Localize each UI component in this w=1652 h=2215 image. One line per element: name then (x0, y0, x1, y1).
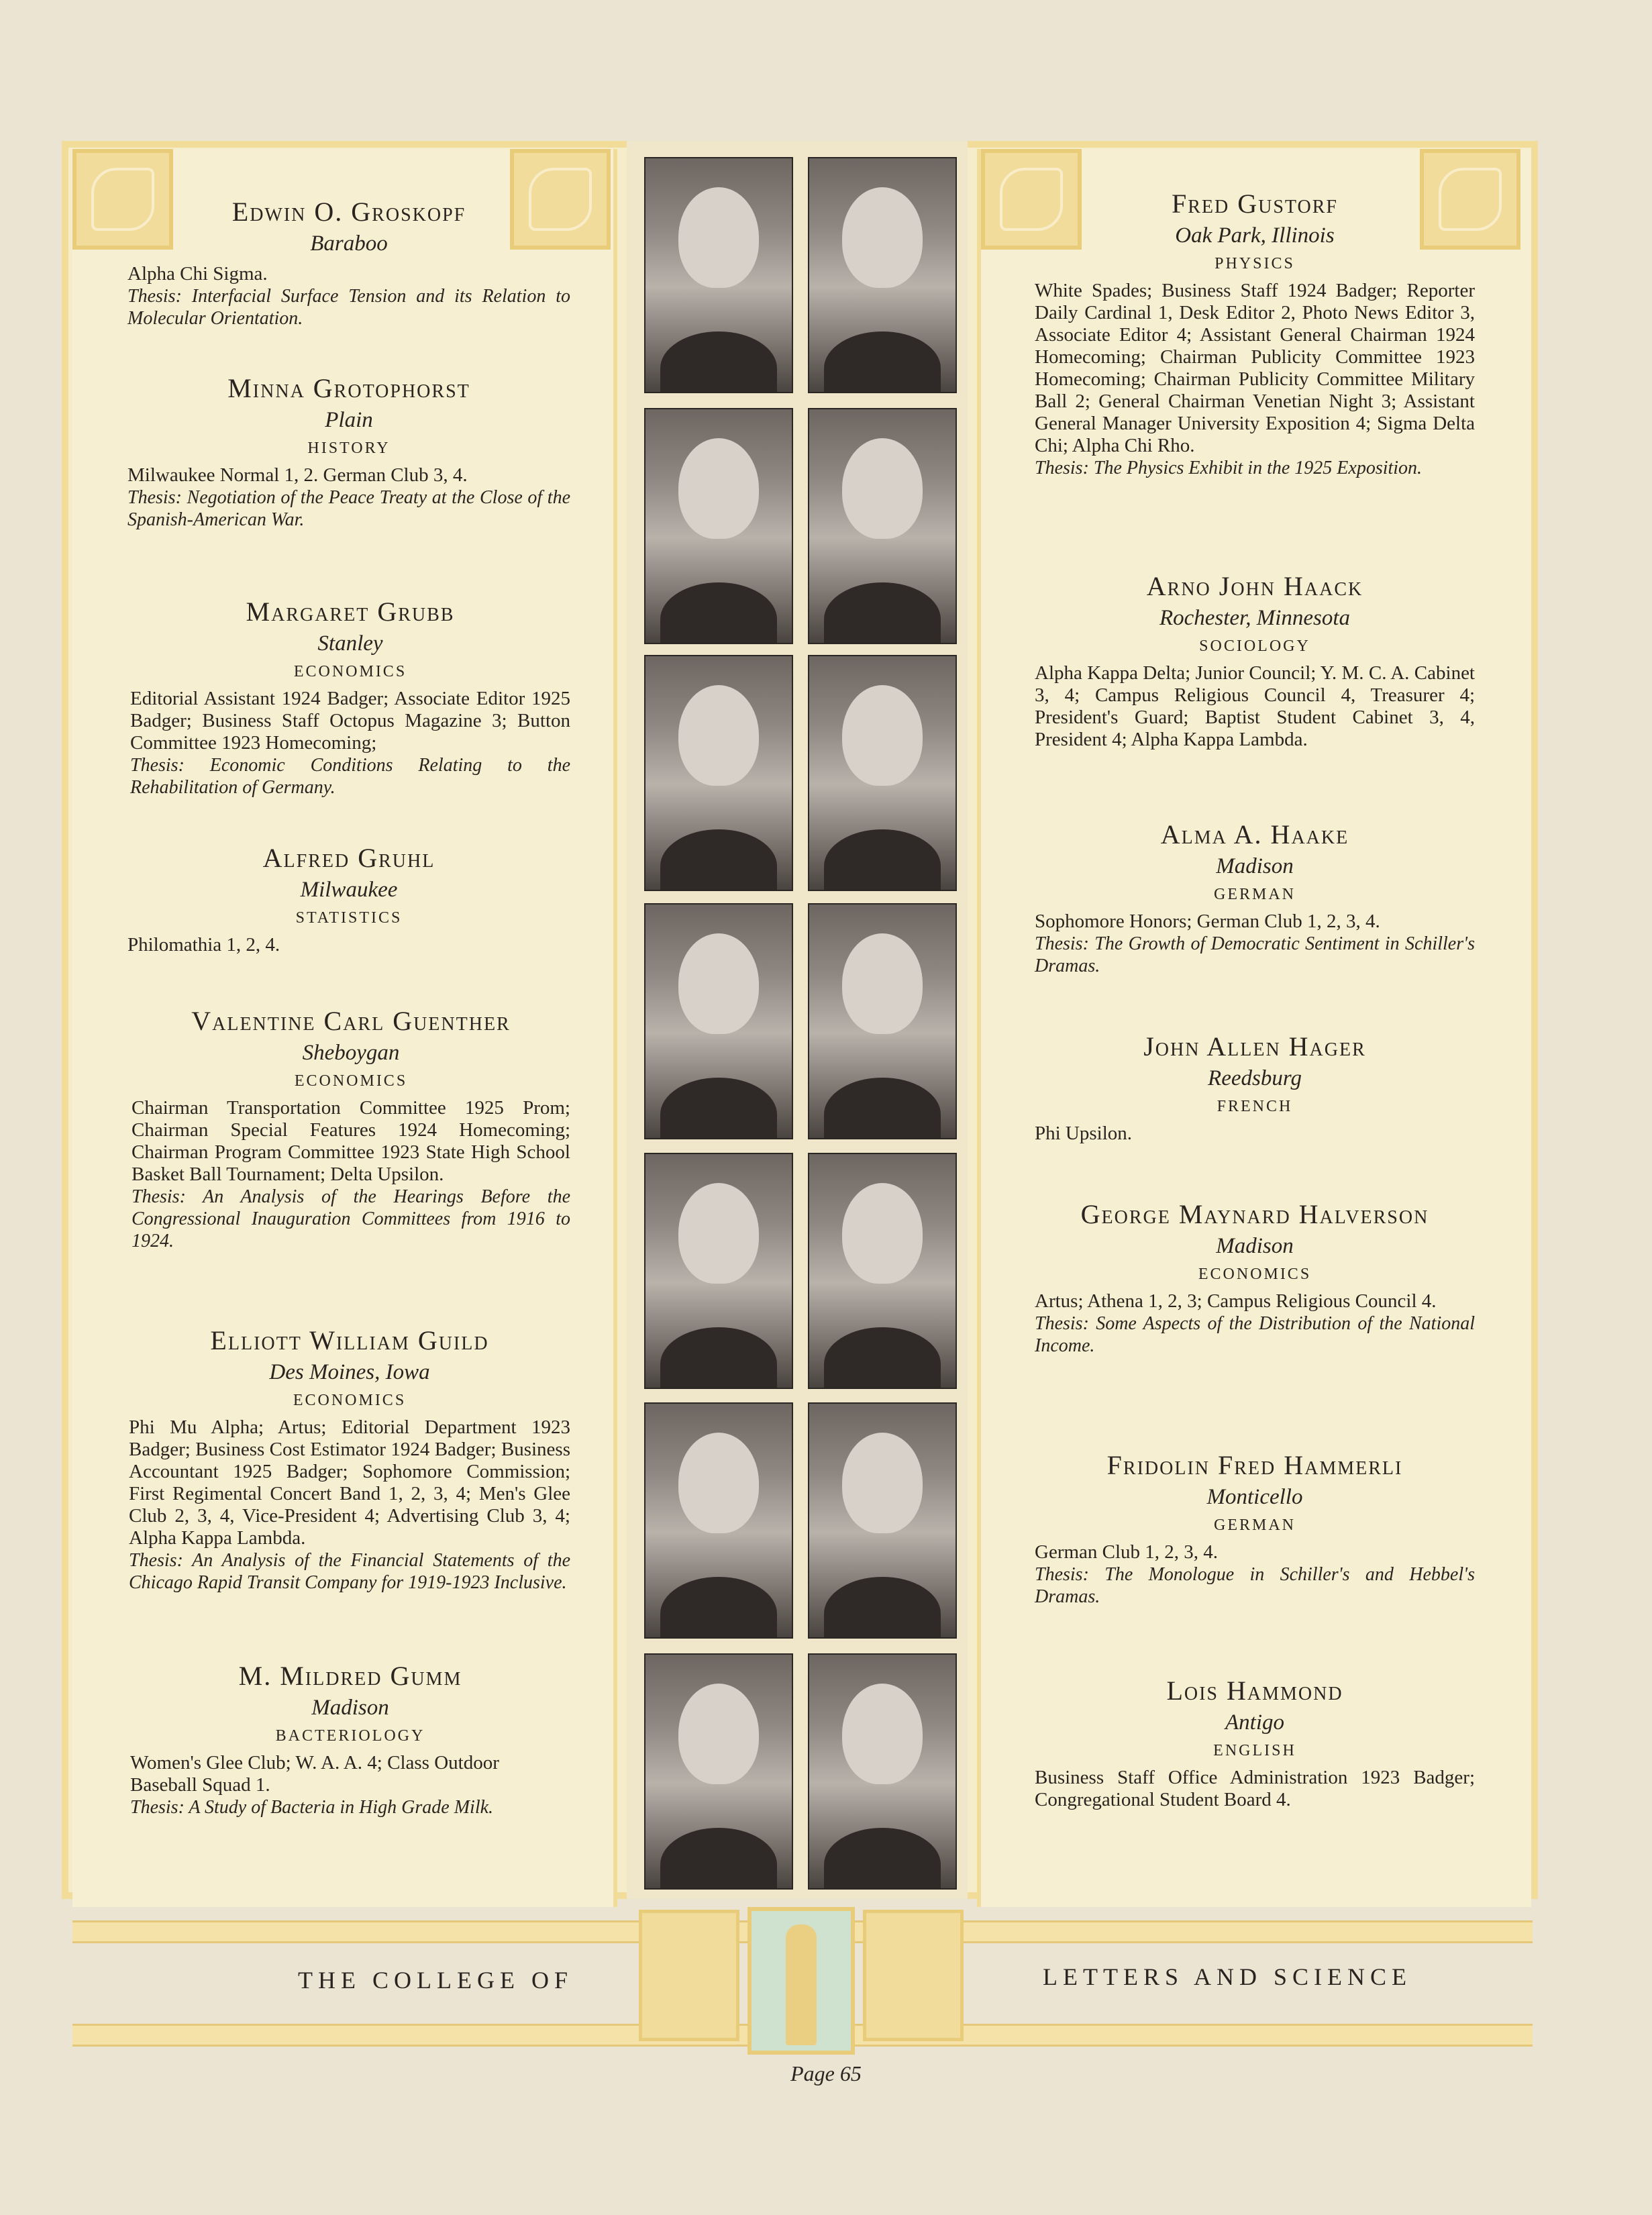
entry-hammond (1035, 1675, 1475, 1811)
entry-department: ECONOMICS (293, 663, 407, 680)
entry-town: Stanley (317, 631, 383, 656)
entry-activities: Sophomore Honors; German Club 1, 2, 3, 4. (1035, 911, 1380, 932)
entry-activities: Phi Upsilon. (1035, 1123, 1133, 1144)
entry-grubb (130, 596, 570, 799)
portrait-photo (808, 1153, 957, 1389)
entry-town: Sheboygan (302, 1041, 400, 1065)
entry-name: Valentine Carl Guenther (191, 1006, 511, 1036)
entry-name: Edwin O. Groskopf (231, 197, 466, 227)
portrait-photo (808, 655, 957, 891)
entry-name: Margaret Grubb (246, 597, 455, 627)
entry-name: Fred Gustorf (1172, 189, 1338, 219)
portrait-photo (644, 1653, 793, 1890)
entry-gruhl (127, 842, 570, 956)
entry-name: Arno John Haack (1146, 571, 1363, 601)
entry-thesis: Thesis: The Monologue in Schiller's and Hebbel's Dramas. (1035, 1564, 1475, 1607)
ornament-icon (863, 1910, 964, 2041)
entry-town: Rochester, Minnesota (1159, 606, 1351, 630)
entry-department: SOCIOLOGY (1199, 637, 1310, 655)
entry-department: GERMAN (1213, 1516, 1296, 1534)
footer-right-title: LETTERS AND SCIENCE (1033, 1963, 1421, 1991)
entry-groskopf (127, 196, 570, 329)
entry-name: Lois Hammond (1166, 1676, 1343, 1706)
entry-activities: Phi Mu Alpha; Artus; Editorial Department 1923 Badger; Business Cost Estimator 1924 Badger; Business Accountant 1925 Badger; Sophomore Commission; First Regimental Concert Band 1, 2, 3, 4; Men's Glee Club 2, 3, 4, Vice-President 4; Advertising Club 3, 4; Alpha Kappa Lambda. (129, 1416, 570, 1549)
entry-name: George Maynard Halverson (1080, 1199, 1429, 1229)
entry-hammerli (1035, 1449, 1475, 1608)
entry-name: Fridolin Fred Hammerli (1106, 1450, 1403, 1480)
entry-department: ENGLISH (1213, 1742, 1296, 1759)
entry-department: HISTORY (307, 440, 391, 457)
page-number: Page 65 (790, 2061, 862, 2085)
entry-town: Plain (325, 408, 373, 432)
entry-haake (1035, 819, 1475, 977)
statue-icon (747, 1907, 855, 2055)
entry-town: Madison (1216, 854, 1294, 878)
entry-town: Des Moines, Iowa (269, 1360, 430, 1384)
entry-department: ECONOMICS (293, 1392, 407, 1409)
entry-thesis: Thesis: An Analysis of the Hearings Before the Congressional Inauguration Committees from 1916 to 1924. (132, 1186, 570, 1251)
entry-activities: Women's Glee Club; W. A. A. 4; Class Outdoor Baseball Squad 1. (130, 1752, 499, 1796)
entry-town: Madison (311, 1696, 389, 1720)
entry-activities: Alpha Kappa Delta; Junior Council; Y. M. C. A. Cabinet 3, 4; Campus Religious Council 4, Treasurer 4; President's Guard; Baptist Student Cabinet 3, 4, President 4; Alpha Kappa Lambda. (1035, 662, 1475, 750)
entry-activities: Artus; Athena 1, 2, 3; Campus Religious Council 4. (1035, 1290, 1437, 1312)
entry-gumm (130, 1660, 570, 1818)
entry-name: Alfred Gruhl (262, 843, 435, 873)
footer-left-title: THE COLLEGE OF (289, 1966, 582, 1994)
entry-department: ECONOMICS (294, 1072, 408, 1090)
entry-thesis: Thesis: Economic Conditions Relating to the Rehabilitation of Germany. (130, 755, 570, 798)
entry-activities: Alpha Chi Sigma. (127, 263, 268, 285)
entry-thesis: Thesis: The Growth of Democratic Sentiment in Schiller's Dramas. (1035, 933, 1475, 976)
entry-activities: Business Staff Office Administration 1923 Badger; Congregational Student Board 4. (1035, 1767, 1475, 1810)
entry-name: Alma A. Haake (1160, 819, 1349, 849)
entry-haack (1035, 570, 1475, 751)
entry-department: PHYSICS (1215, 255, 1295, 272)
ornament-icon (639, 1910, 739, 2041)
portrait-photo (808, 157, 957, 393)
entry-department: STATISTICS (295, 909, 403, 927)
entry-department: BACTERIOLOGY (275, 1727, 425, 1745)
entry-town: Milwaukee (300, 878, 398, 902)
figure-icon (786, 1924, 817, 2045)
entry-town: Oak Park, Illinois (1175, 223, 1335, 248)
entry-activities: Philomathia 1, 2, 4. (127, 934, 280, 956)
entry-hager (1035, 1031, 1475, 1145)
entry-activities: German Club 1, 2, 3, 4. (1035, 1541, 1219, 1563)
entry-activities: Editorial Assistant 1924 Badger; Associate Editor 1925 Badger; Business Staff Octopus Magazine 3; Button Committee 1923 Homecoming; (130, 688, 570, 754)
portrait-photo (808, 1402, 957, 1639)
entry-thesis: Thesis: Some Aspects of the Distribution of the National Income. (1035, 1313, 1475, 1356)
entry-guild (129, 1325, 570, 1594)
entry-name: Elliott William Guild (210, 1325, 489, 1355)
portrait-photo (808, 903, 957, 1139)
entry-department: GERMAN (1213, 886, 1296, 903)
entry-thesis: Thesis: Negotiation of the Peace Treaty at the Close of the Spanish-American War. (127, 487, 570, 530)
portrait-photo (644, 1153, 793, 1389)
entry-name: M. Mildred Gumm (238, 1661, 462, 1691)
entry-department: FRENCH (1217, 1098, 1293, 1115)
entry-activities: Chairman Transportation Committee 1925 Prom; Chairman Special Features 1924 Homecoming; Chairman Program Committee 1923 State High School Basket Ball Tournament; Delta Upsilon. (132, 1097, 570, 1185)
portrait-photo (644, 903, 793, 1139)
entry-name: John Allen Hager (1143, 1031, 1366, 1062)
entry-grotophorst (127, 372, 570, 531)
entry-thesis: Thesis: A Study of Bacteria in High Grade Milk. (130, 1797, 494, 1818)
portrait-photo (644, 655, 793, 891)
entry-town: Reedsburg (1208, 1066, 1302, 1090)
portrait-photo (644, 408, 793, 644)
entry-town: Antigo (1225, 1710, 1284, 1735)
entry-gustorf (1035, 188, 1475, 479)
entry-name: Minna Grotophorst (227, 373, 470, 403)
portrait-photo (644, 1402, 793, 1639)
entry-thesis: Thesis: Interfacial Surface Tension and its Relation to Molecular Orientation. (127, 286, 570, 329)
entry-town: Monticello (1206, 1485, 1303, 1509)
entry-halverson (1035, 1198, 1475, 1357)
entry-town: Madison (1216, 1234, 1294, 1258)
entry-town: Baraboo (310, 231, 388, 256)
portrait-photo (808, 1653, 957, 1890)
entry-guenther (132, 1005, 570, 1252)
entry-thesis: Thesis: The Physics Exhibit in the 1925 Exposition. (1035, 458, 1423, 478)
entry-activities: White Spades; Business Staff 1924 Badger; Reporter Daily Cardinal 1, Desk Editor 2, Photo News Editor 3, Associate Editor 4; Assistant General Chairman 1924 Homecoming; Chairman Publicity Committee 1923 Homecoming; Chairman Publicity Committee Military Ball 2; General Chairman Venetian Night 3; Assistant General Manager University Exposition 4; Sigma Delta Chi; Alpha Chi Rho. (1035, 280, 1475, 456)
portrait-photo (808, 408, 957, 644)
entry-thesis: Thesis: An Analysis of the Financial Statements of the Chicago Rapid Transit Company for 1919-1923 Inclusive. (129, 1550, 570, 1593)
entry-activities: Milwaukee Normal 1, 2. German Club 3, 4. (127, 464, 468, 486)
entry-department: ECONOMICS (1198, 1266, 1312, 1283)
portrait-photo (644, 157, 793, 393)
